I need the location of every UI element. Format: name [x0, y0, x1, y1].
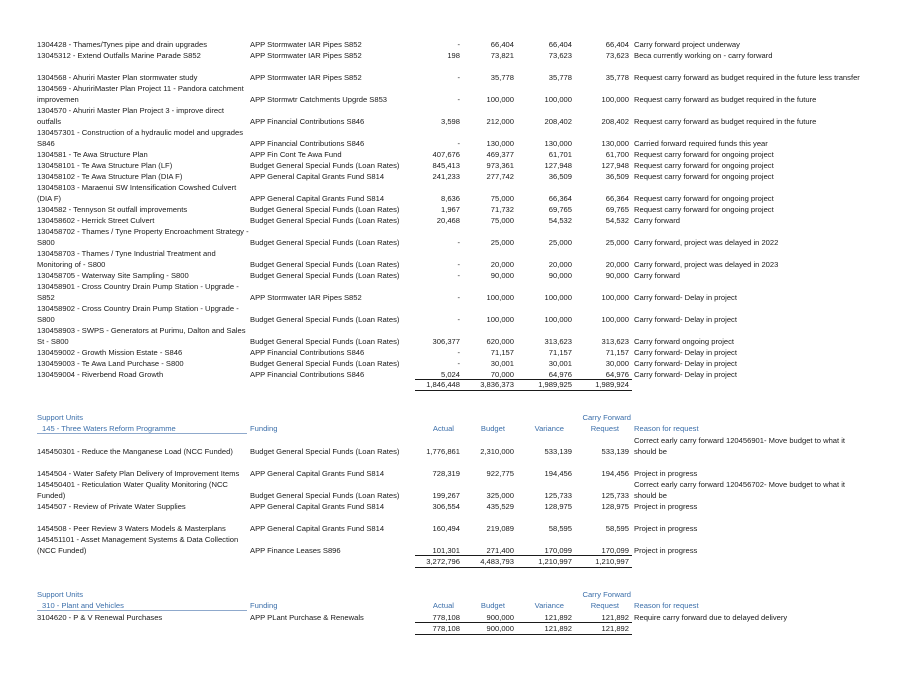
table-row: [0, 314, 909, 325]
carry-forward-value: 127,948: [601, 161, 629, 170]
carry-forward-value: 90,000: [605, 271, 629, 280]
budget-value: 219,089: [486, 524, 514, 533]
reason-text: Carry forward, project was delayed in 2023: [634, 260, 779, 269]
actual-value: -: [457, 73, 460, 82]
variance-value: 58,595: [548, 524, 572, 533]
project-name: 1304569 - AhuririMaster Plan Project 11 - Pandora catchment: [37, 84, 244, 93]
variance-value: 208,402: [544, 117, 572, 126]
carry-forward-value: 61,700: [605, 150, 629, 159]
total-budget: 3,836,373: [480, 380, 514, 389]
funding-header: Funding: [250, 601, 278, 610]
project-name-cont: outfalls: [37, 117, 62, 126]
reason-text: Carry forward project underway: [634, 40, 740, 49]
table-row: [0, 259, 909, 270]
table-row: [0, 523, 909, 534]
actual-header: Actual: [432, 601, 454, 610]
project-name-cont: S846: [37, 139, 55, 148]
variance-value: 170,099: [544, 546, 572, 555]
actual-value: -: [457, 40, 460, 49]
table-row: [0, 50, 909, 61]
variance-value: 66,364: [548, 194, 572, 203]
total-actual: 1,846,448: [426, 380, 460, 389]
project-name: 130459004 - Riverbend Road Growth: [37, 370, 164, 379]
carry-forward-header-bottom: Request: [590, 424, 619, 433]
funding-source: Budget General Special Funds (Loan Rates): [250, 359, 400, 368]
variance-value: 100,000: [544, 315, 572, 324]
carry-forward-value: 100,000: [601, 95, 629, 104]
project-name: 1454504 - Water Safety Plan Delivery of Improvement Items: [37, 469, 240, 478]
funding-source: APP Finance Leases S896: [250, 546, 341, 555]
carry-forward-header-bottom: Request: [590, 601, 619, 610]
table-row-line1: [0, 127, 909, 138]
section-header: [0, 412, 909, 423]
budget-value: 71,732: [490, 205, 514, 214]
budget-value: 25,000: [490, 238, 514, 247]
funding-source: Budget General Special Funds (Loan Rates): [250, 216, 400, 225]
programme-underline: [37, 610, 247, 611]
funding-source: APP PLant Purchase & Renewals: [250, 613, 364, 622]
funding-source: APP Financial Contributions S846: [250, 370, 365, 379]
budget-value: 900,000: [486, 613, 514, 622]
funding-source: Budget General Special Funds (Loan Rates): [250, 447, 400, 456]
carry-forward-value: 64,976: [605, 370, 629, 379]
actual-value: -: [457, 293, 460, 302]
budget-value: 70,000: [490, 370, 514, 379]
budget-value: 973,361: [486, 161, 514, 170]
table-row: [0, 171, 909, 182]
project-name: 3104620 - P & V Renewal Purchases: [37, 613, 163, 622]
variance-value: 71,157: [548, 348, 572, 357]
carry-forward-value: 66,364: [605, 194, 629, 203]
carry-forward-value: 66,404: [605, 40, 629, 49]
carry-forward-value: 313,623: [601, 337, 629, 346]
project-name-cont: Monitoring of - S800: [37, 260, 106, 269]
budget-value: 75,000: [490, 194, 514, 203]
variance-value: 127,948: [544, 161, 572, 170]
budget-value: 325,000: [486, 491, 514, 500]
carry-forward-value: 194,456: [601, 469, 629, 478]
reason-text: Request carry forward as budget required in the future: [634, 117, 817, 126]
reason-text: Require carry forward due to delayed delivery: [634, 613, 788, 622]
budget-value: 73,821: [490, 51, 514, 60]
carry-forward-value: 100,000: [601, 315, 629, 324]
project-name: 145451101 - Asset Management Systems & Data Collection: [37, 535, 239, 544]
funding-source: APP Financial Contributions S846: [250, 117, 365, 126]
project-name: 130458903 - SWPS - Generators at Purimu, Dalton and Sales: [37, 326, 246, 335]
variance-value: 121,892: [544, 613, 572, 622]
budget-value: 20,000: [490, 260, 514, 269]
reason-text: Request carry forward for ongoing project: [634, 194, 774, 203]
carry-forward-value: 125,733: [601, 491, 629, 500]
table-row-line1: [0, 325, 909, 336]
project-name-cont: Funded): [37, 491, 66, 500]
actual-value: -: [457, 315, 460, 324]
funding-header: Funding: [250, 424, 278, 433]
budget-value: 30,001: [490, 359, 514, 368]
variance-value: 533,139: [544, 447, 572, 456]
actual-value: 160,494: [432, 524, 460, 533]
project-name-cont: improvemen: [37, 95, 79, 104]
budget-value: 620,000: [486, 337, 514, 346]
reason-text: Carry forward- Delay in project: [634, 359, 737, 368]
funding-source: Budget General Special Funds (Loan Rates): [250, 260, 400, 269]
table-row: [0, 138, 909, 149]
project-name: 1304582 - Tennyson St outfall improvements: [37, 205, 188, 214]
table-row-line1: [0, 281, 909, 292]
project-name: 130458703 - Thames / Tyne Industrial Treatment and: [37, 249, 216, 258]
variance-value: 130,000: [544, 139, 572, 148]
reason-text: Carry forward- Delay in project: [634, 293, 737, 302]
total-budget: 4,483,793: [480, 557, 514, 566]
reason-header: Reason for request: [634, 601, 699, 610]
reason-text: Carry forward: [634, 271, 680, 280]
funding-source: APP General Capital Grants Fund S814: [250, 194, 385, 203]
reason-text: Project in progress: [634, 502, 698, 511]
budget-value: 271,400: [486, 546, 514, 555]
project-name: 130459003 - Te Awa Land Purchase - S800: [37, 359, 184, 368]
table-row-line1: [0, 248, 909, 259]
budget-value: 66,404: [490, 40, 514, 49]
carry-forward-value: 100,000: [601, 293, 629, 302]
variance-value: 36,509: [548, 172, 572, 181]
funding-source: APP Stormwater IAR Pipes S852: [250, 40, 362, 49]
funding-source: Budget General Special Funds (Loan Rates): [250, 161, 400, 170]
table-row: [0, 292, 909, 303]
funding-source: APP Financial Contributions S846: [250, 139, 365, 148]
funding-source: APP Fin Cont Te Awa Fund: [250, 150, 342, 159]
carry-forward-header-top: Carry Forward: [582, 413, 631, 422]
totals-row: [0, 379, 909, 390]
total-variance: 1,989,925: [538, 380, 572, 389]
variance-header: Variance: [534, 424, 564, 433]
reason-text: Carried forward required funds this year: [634, 139, 768, 148]
total-rule-bottom: [415, 567, 632, 568]
variance-value: 90,000: [548, 271, 572, 280]
funding-source: APP Stormwater IAR Pipes S852: [250, 293, 362, 302]
actual-value: -: [457, 95, 460, 104]
variance-value: 73,623: [548, 51, 572, 60]
project-name: 145450301 - Reduce the Manganese Load (NCC Funded): [37, 447, 233, 456]
variance-value: 64,976: [548, 370, 572, 379]
reason-text: Carry forward- Delay in project: [634, 370, 737, 379]
actual-value: 241,233: [432, 172, 460, 181]
table-row: [0, 358, 909, 369]
actual-value: -: [457, 139, 460, 148]
funding-source: APP General Capital Grants Fund S814: [250, 469, 385, 478]
totals-row: [0, 623, 909, 634]
actual-value: 199,267: [432, 491, 460, 500]
project-name: 1454508 - Peer Review 3 Waters Models & Masterplans: [37, 524, 226, 533]
variance-value: 128,975: [544, 502, 572, 511]
reason-text: Carry forward ongoing project: [634, 337, 735, 346]
funding-source: Budget General Special Funds (Loan Rates): [250, 271, 400, 280]
table-row: [0, 149, 909, 160]
table-row: [0, 336, 909, 347]
table-row: [0, 160, 909, 171]
variance-value: 100,000: [544, 95, 572, 104]
reason-text: Correct early carry forward 120456901- Move budget to what it: [634, 436, 846, 445]
table-row: [0, 501, 909, 512]
actual-value: 101,301: [432, 546, 460, 555]
carry-forward-value: 533,139: [601, 447, 629, 456]
project-name: 130458103 - Maraenui SW Intensification Cowshed Culvert: [37, 183, 237, 192]
carry-forward-value: 121,892: [601, 613, 629, 622]
carry-forward-value: 54,532: [605, 216, 629, 225]
table-row: [0, 347, 909, 358]
budget-value: 212,000: [486, 117, 514, 126]
carry-forward-value: 208,402: [601, 117, 629, 126]
budget-value: 35,778: [490, 73, 514, 82]
project-name: 130457301 - Construction of a hydraulic model and upgrades: [37, 128, 244, 137]
actual-value: 1,776,861: [426, 447, 460, 456]
table-row-line1: [0, 83, 909, 94]
budget-header: Budget: [480, 424, 505, 433]
project-name: 130458101 - Te Awa Structure Plan (LF): [37, 161, 173, 170]
project-name-cont: St - S800: [37, 337, 69, 346]
funding-source: Budget General Special Funds (Loan Rates): [250, 205, 400, 214]
reason-text: Project in progress: [634, 469, 698, 478]
project-name: 130458102 - Te Awa Structure Plan (DIA F): [37, 172, 183, 181]
actual-value: 3,598: [440, 117, 460, 126]
total-carry-forward: 1,989,924: [595, 380, 629, 389]
reason-text-cont: should be: [634, 491, 667, 500]
reason-text: Request carry forward for ongoing project: [634, 150, 774, 159]
reason-text: Request carry forward as budget required in the future: [634, 95, 817, 104]
carry-forward-value: 30,000: [605, 359, 629, 368]
reason-text: Request carry forward for ongoing project: [634, 205, 774, 214]
total-rule-bottom: [415, 390, 632, 391]
budget-value: 435,529: [486, 502, 514, 511]
variance-value: 54,532: [548, 216, 572, 225]
table-row-line1: [0, 534, 909, 545]
total-budget: 900,000: [486, 624, 514, 633]
project-name: 130458705 - Waterway Site Sampling - S800: [37, 271, 189, 280]
actual-value: 845,413: [432, 161, 460, 170]
funding-source: APP Stormwater IAR Pipes S852: [250, 73, 362, 82]
budget-value: 2,310,000: [480, 447, 514, 456]
budget-value: 90,000: [490, 271, 514, 280]
actual-value: 306,377: [432, 337, 460, 346]
variance-value: 25,000: [548, 238, 572, 247]
reason-text: Beca currently working on - carry forward: [634, 51, 773, 60]
project-name: 13045312 - Extend Outfalls Marine Parade S852: [37, 51, 201, 60]
funding-source: APP Financial Contributions S846: [250, 348, 365, 357]
carry-forward-value: 71,157: [605, 348, 629, 357]
variance-value: 20,000: [548, 260, 572, 269]
table-row: [0, 468, 909, 479]
programme-underline: [37, 433, 247, 434]
total-actual: 778,108: [432, 624, 460, 633]
project-name-cont: S852: [37, 293, 55, 302]
carry-forward-header-top: Carry Forward: [582, 590, 631, 599]
budget-header: Budget: [480, 601, 505, 610]
variance-value: 61,701: [548, 150, 572, 159]
project-name: 1304428 - Thames/Tynes pipe and drain upgrades: [37, 40, 207, 49]
table-row: [0, 237, 909, 248]
reason-text: Carry forward, project was delayed in 2022: [634, 238, 779, 247]
actual-value: -: [457, 348, 460, 357]
table-row: [0, 446, 909, 457]
project-name-cont: S800: [37, 238, 55, 247]
table-row-line1: [0, 435, 909, 446]
carry-forward-value: 20,000: [605, 260, 629, 269]
actual-value: 8,636: [440, 194, 460, 203]
project-name: 1304570 - Ahuriri Master Plan Project 3 - improve direct: [37, 106, 224, 115]
actual-value: 20,468: [436, 216, 460, 225]
variance-value: 30,001: [548, 359, 572, 368]
budget-value: 75,000: [490, 216, 514, 225]
funding-source: Budget General Special Funds (Loan Rates): [250, 491, 400, 500]
actual-value: -: [457, 271, 460, 280]
reason-text: Correct early carry forward 120456702- Move budget to what it: [634, 480, 846, 489]
project-name: 1304568 - Ahuriri Master Plan stormwater study: [37, 73, 198, 82]
budget-value: 469,377: [486, 150, 514, 159]
funding-source: Budget General Special Funds (Loan Rates): [250, 315, 400, 324]
funding-source: APP General Capital Grants Fund S814: [250, 524, 385, 533]
variance-value: 194,456: [544, 469, 572, 478]
carry-forward-value: 69,765: [605, 205, 629, 214]
programme-title: 310 - Plant and Vehicles: [42, 601, 124, 610]
totals-row: [0, 556, 909, 567]
actual-value: 728,319: [432, 469, 460, 478]
budget-value: 71,157: [490, 348, 514, 357]
variance-value: 125,733: [544, 491, 572, 500]
variance-value: 69,765: [548, 205, 572, 214]
variance-value: 313,623: [544, 337, 572, 346]
variance-header: Variance: [534, 601, 564, 610]
total-carry-forward: 1,210,997: [595, 557, 629, 566]
table-row: [0, 72, 909, 83]
table-row-line1: [0, 479, 909, 490]
actual-value: 198: [447, 51, 460, 60]
actual-value: 778,108: [432, 613, 460, 622]
project-name-cont: S800: [37, 315, 55, 324]
project-name: 130458901 - Cross Country Drain Pump Station - Upgrade -: [37, 282, 239, 291]
actual-value: 1,967: [440, 205, 460, 214]
table-row: [0, 94, 909, 105]
actual-value: 306,554: [432, 502, 460, 511]
actual-value: -: [457, 238, 460, 247]
reason-text: Request carry forward for ongoing project: [634, 172, 774, 181]
table-row-line1: [0, 226, 909, 237]
total-variance: 1,210,997: [538, 557, 572, 566]
actual-value: -: [457, 260, 460, 269]
carry-forward-value: 73,623: [605, 51, 629, 60]
total-rule-bottom: [415, 634, 632, 635]
actual-value: 407,676: [432, 150, 460, 159]
budget-value: 100,000: [486, 315, 514, 324]
project-name: 130458702 - Thames / Tyne Property Encroachment Strategy -: [37, 227, 249, 236]
reason-text: Project in progress: [634, 524, 698, 533]
total-variance: 121,892: [544, 624, 572, 633]
carry-forward-value: 130,000: [601, 139, 629, 148]
funding-source: APP Stormwtr Catchments Upgrde S853: [250, 95, 388, 104]
funding-source: Budget General Special Funds (Loan Rates): [250, 238, 400, 247]
table-row: [0, 215, 909, 226]
funding-source: APP General Capital Grants Fund S814: [250, 502, 385, 511]
table-row-line1: [0, 182, 909, 193]
actual-value: -: [457, 359, 460, 368]
section-header: [0, 589, 909, 600]
reason-text: Project in progress: [634, 546, 698, 555]
budget-value: 130,000: [486, 139, 514, 148]
reason-header: Reason for request: [634, 424, 699, 433]
table-row: [0, 116, 909, 127]
budget-value: 100,000: [486, 95, 514, 104]
budget-value: 922,775: [486, 469, 514, 478]
carry-forward-value: 35,778: [605, 73, 629, 82]
project-name: 1304581 - Te Awa Structure Plan: [37, 150, 148, 159]
table-row: [0, 39, 909, 50]
table-row: [0, 193, 909, 204]
carry-forward-value: 58,595: [605, 524, 629, 533]
project-name: 145450401 - Reticulation Water Quality Monitoring (NCC: [37, 480, 228, 489]
funding-source: APP General Capital Grants Fund S814: [250, 172, 385, 181]
carry-forward-value: 36,509: [605, 172, 629, 181]
project-name: 130459002 - Growth Mission Estate - S846: [37, 348, 183, 357]
actual-value: 5,024: [440, 370, 460, 379]
project-name: 130458902 - Cross Country Drain Pump Station - Upgrade -: [37, 304, 239, 313]
reason-text: Request carry forward as budget required in the future less transfer: [634, 73, 860, 82]
carry-forward-value: 170,099: [601, 546, 629, 555]
table-row: [0, 270, 909, 281]
reason-text: Request carry forward for ongoing project: [634, 161, 774, 170]
project-name-cont: (NCC Funded): [37, 546, 87, 555]
funding-source: APP Stormwater IAR Pipes S852: [250, 51, 362, 60]
total-carry-forward: 121,892: [601, 624, 629, 633]
project-name: 130458602 - Herrick Street Culvert: [37, 216, 155, 225]
budget-value: 277,742: [486, 172, 514, 181]
carry-forward-value: 128,975: [601, 502, 629, 511]
carry-forward-value: 25,000: [605, 238, 629, 247]
table-row-line1: [0, 105, 909, 116]
reason-text-cont: should be: [634, 447, 667, 456]
support-units-label: Support Units: [37, 590, 84, 599]
funding-source: Budget General Special Funds (Loan Rates): [250, 337, 400, 346]
support-units-label: Support Units: [37, 413, 84, 422]
project-name: 1454507 - Review of Private Water Supplies: [37, 502, 186, 511]
table-row: [0, 490, 909, 501]
budget-value: 100,000: [486, 293, 514, 302]
reason-text: Carry forward- Delay in project: [634, 348, 737, 357]
actual-header: Actual: [432, 424, 454, 433]
variance-value: 100,000: [544, 293, 572, 302]
variance-value: 66,404: [548, 40, 572, 49]
table-row: [0, 204, 909, 215]
reason-text: Carry forward- Delay in project: [634, 315, 737, 324]
reason-text: Carry forward: [634, 216, 680, 225]
project-name-cont: (DIA F): [37, 194, 62, 203]
variance-value: 35,778: [548, 73, 572, 82]
table-row-line1: [0, 303, 909, 314]
total-actual: 3,272,796: [426, 557, 460, 566]
programme-title: 145 - Three Waters Reform Programme: [42, 424, 176, 433]
